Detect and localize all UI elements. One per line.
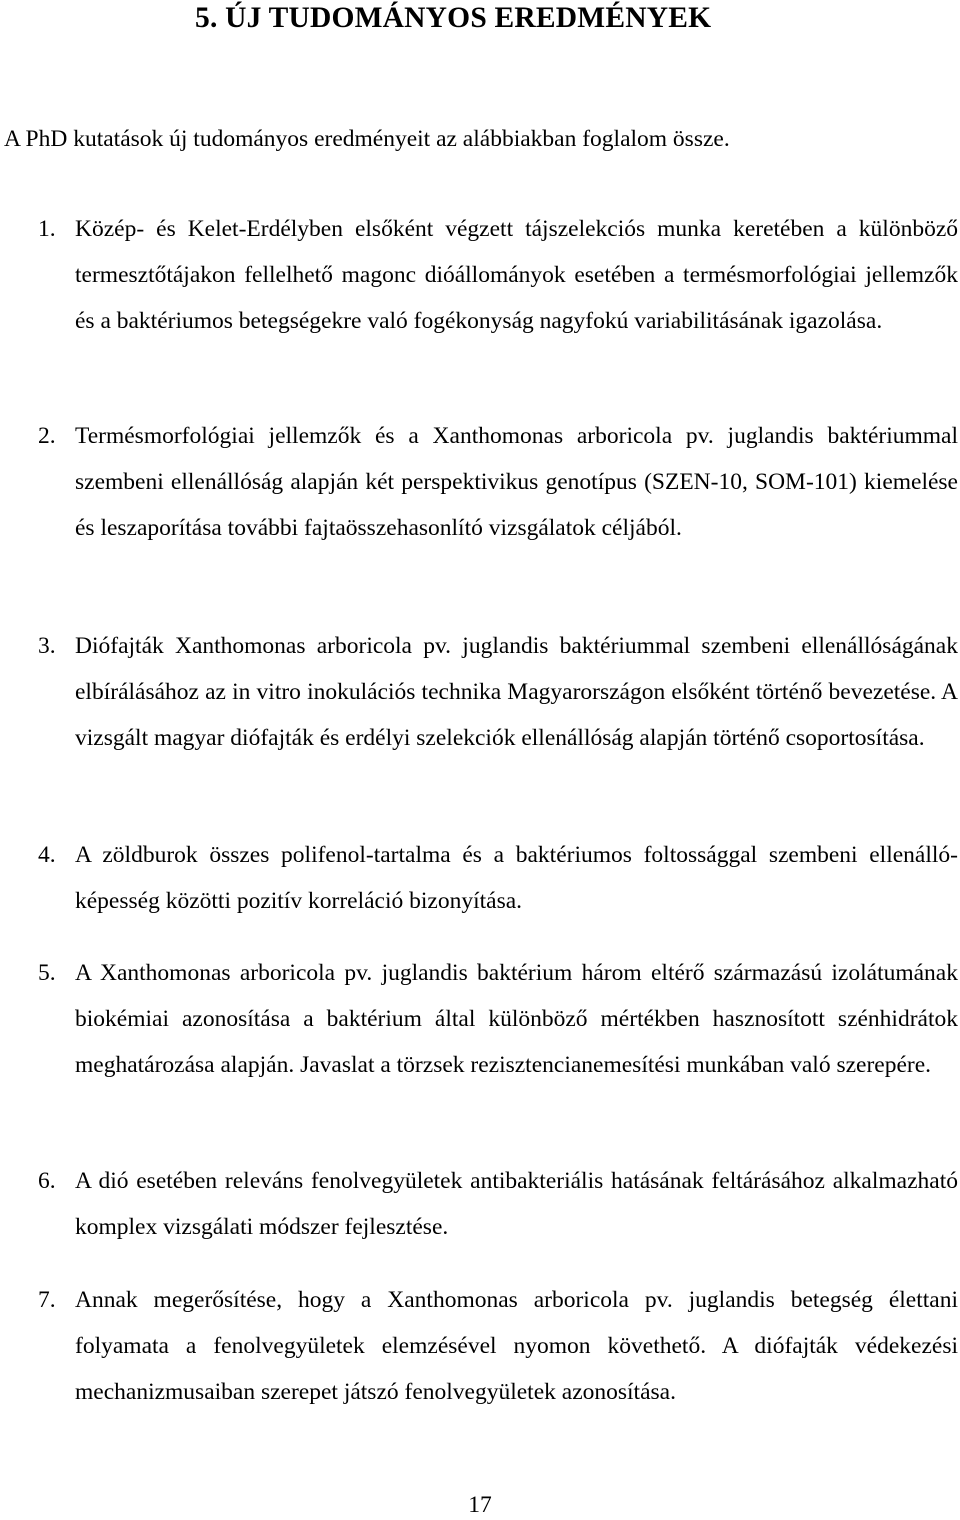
result-item-6 bbox=[38, 1158, 958, 1250]
result-number-3: 3. bbox=[38, 633, 56, 659]
result-item-1 bbox=[38, 206, 958, 344]
result-item-2 bbox=[38, 413, 958, 551]
result-text-7: Annak megerősítése, hogy a Xanthomonas arboricola pv. juglandis betegség élettani folyamata a fenolvegyületek elemzésével nyomon követhető. A diófajták védekezési mechanizmusaiban szerepet játszó fenolvegyületek azonosítása. bbox=[75, 1287, 958, 1405]
result-text-4: A zöldburok összes polifenol-tartalma és a baktériumos foltossággal szembeni ellenálló-képesség közötti pozitív korreláció bizonyítása. bbox=[75, 842, 958, 914]
result-item-3 bbox=[38, 623, 958, 761]
result-text-6: A dió esetében releváns fenolvegyületek antibakteriális hatásának feltárásához alkalmazható komplex vizsgálati módszer fejlesztése. bbox=[75, 1168, 958, 1240]
page-number: 17 bbox=[468, 1492, 492, 1518]
result-item-5 bbox=[38, 950, 958, 1088]
result-number-1: 1. bbox=[38, 216, 56, 242]
result-number-4: 4. bbox=[38, 842, 56, 868]
result-text-3: Diófajták Xanthomonas arboricola pv. juglandis baktériummal szembeni ellenállóságának elbírálásához az in vitro inokulációs technika Magyarországon elsőként történő bevezetése. A vizsgált magyar diófajták és erdélyi szelekciók ellenállóság alapján történő csoportosítása. bbox=[75, 633, 958, 751]
result-item-7 bbox=[38, 1277, 958, 1415]
result-number-5: 5. bbox=[38, 960, 56, 986]
section-heading: 5. ÚJ TUDOMÁNYOS EREDMÉNYEK bbox=[195, 2, 712, 34]
result-number-2: 2. bbox=[38, 423, 56, 449]
result-text-5: A Xanthomonas arboricola pv. juglandis baktérium három eltérő származású izolátumának biokémiai azonosítása a baktérium által különböző mértékben hasznosított szénhidrátok meghatározása alapján. Javaslat a törzsek rezisztencianemesítési munkában való szerepére. bbox=[75, 960, 958, 1078]
result-number-7: 7. bbox=[38, 1287, 56, 1313]
result-number-6: 6. bbox=[38, 1168, 56, 1194]
intro-paragraph: A PhD kutatások új tudományos eredményeit az alábbiakban foglalom össze. bbox=[4, 126, 730, 152]
result-text-1: Közép- és Kelet-Erdélyben elsőként végzett tájszelekciós munka keretében a különböző termesztőtájakon fellelhető magonc dióállományok esetében a termésmorfológiai jellemzők és a baktériumos betegségekre való fogékonyság nagyfokú variabilitásának igazolása. bbox=[75, 216, 958, 334]
result-item-4 bbox=[38, 832, 958, 924]
result-text-2: Termésmorfológiai jellemzők és a Xanthomonas arboricola pv. juglandis baktériummal szembeni ellenállóság alapján két perspektivikus genotípus (SZEN-10, SOM-101) kiemelése és leszaporítása további fajtaösszehasonlító vizsgálatok céljából. bbox=[75, 423, 958, 541]
